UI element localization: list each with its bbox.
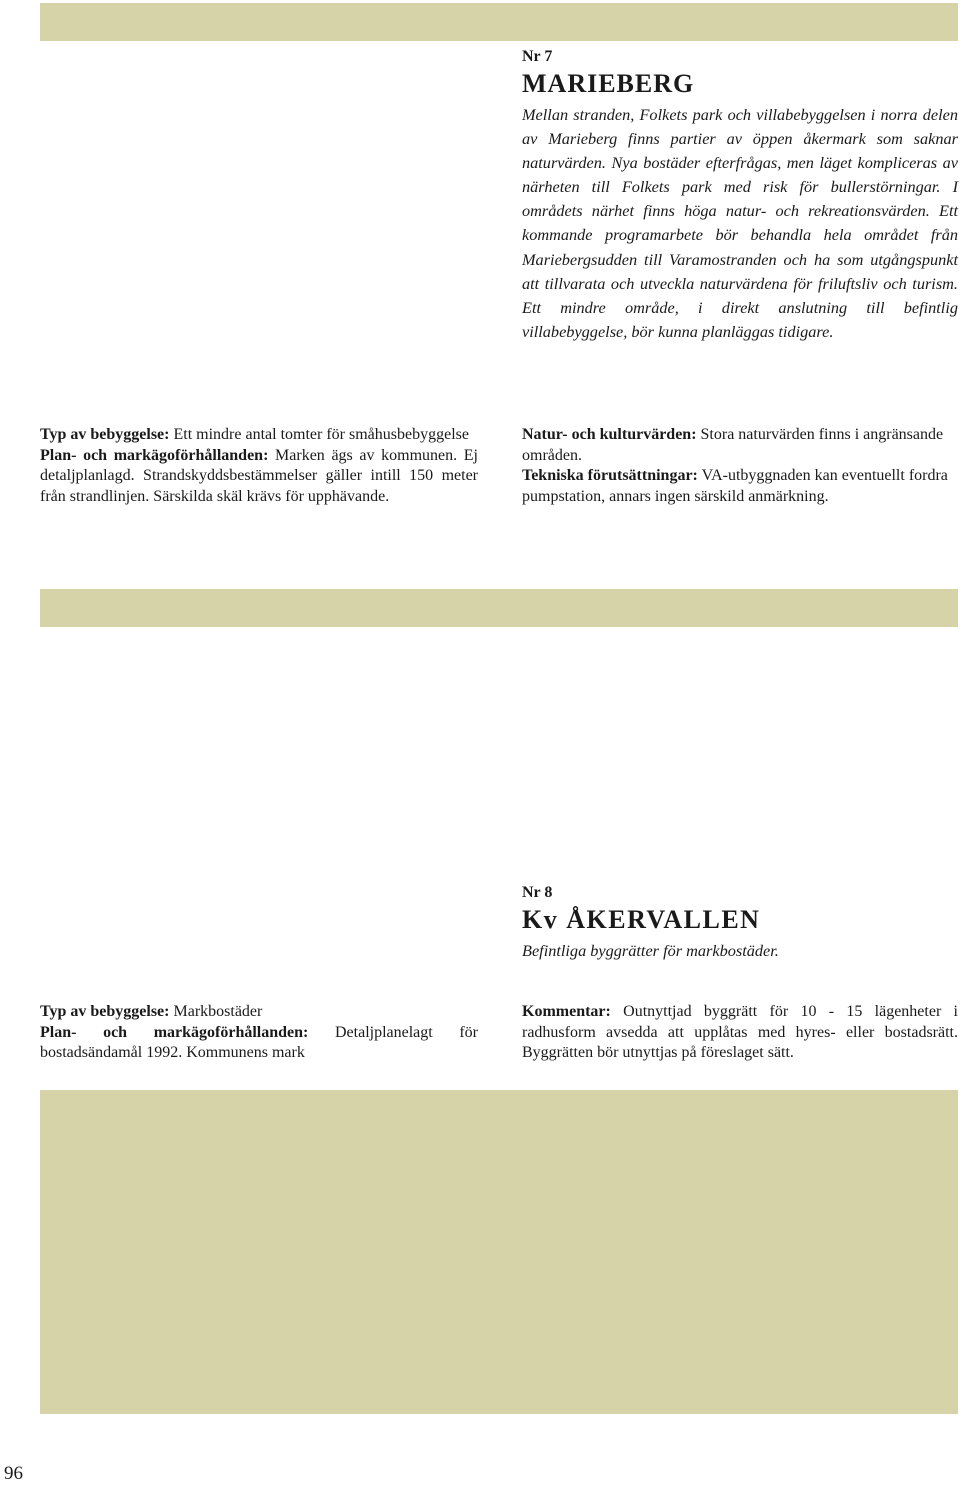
section-8-number: Nr 8 bbox=[522, 884, 553, 901]
section-8-intro: Befintliga byggrätter för markbostäder. bbox=[522, 941, 779, 960]
plan-value: Detaljplanelagt för bostadsändamål 1992. Kommunens mark bbox=[40, 1023, 478, 1061]
map-area-bottom bbox=[40, 1090, 958, 1414]
plan-label: Plan- och markägoförhållanden: bbox=[40, 1023, 309, 1041]
section-7-number: Nr 7 bbox=[522, 48, 553, 65]
section-7-left-column bbox=[40, 425, 478, 507]
section-7-header bbox=[522, 47, 958, 344]
section-7-title: MARIEBERG bbox=[522, 69, 695, 98]
typ-value: Ett mindre antal tomter för småhusbebyggelse bbox=[173, 426, 469, 443]
typ-label: Typ av bebyggelse: bbox=[40, 1003, 170, 1020]
section-8-left-column bbox=[40, 1002, 478, 1064]
natur-value: Stora naturvärden finns i angränsande områden. bbox=[522, 426, 944, 464]
plan-value: Marken ägs av kommunen. Ej detaljplanlagd. Strandskyddsbestämmelser gäller intill 150 meter från strandlinjen. Särskilda skäl krävs för upphävande. bbox=[40, 446, 478, 505]
tekniska-label: Tekniska förutsättningar: bbox=[522, 467, 698, 484]
section-8-header bbox=[522, 883, 958, 963]
section-7-intro: Mellan stranden, Folkets park och villabebyggelsen i norra delen av Marieberg finns partier av öppen åkermark som saknar naturvärden. Nya bostäder efterfrågas, men läget kompliceras av närheten till Folkets park med risk för bullerstörningar. I områdets närhet finns höga natur- och rekreationsvärden. Ett kommande programarbete bör behandla hela området från Mariebergsudden till Varamostranden och ha som utgångspunkt att tillvarata och utveckla naturvärdena för friluftsliv och turism. Ett mindre område, i direkt anslutning till befintlig villabebyggelse, bör kunna planläggas tidigare. bbox=[522, 105, 958, 341]
map-area-top bbox=[40, 3, 958, 41]
typ-value: Markbostäder bbox=[173, 1003, 263, 1020]
tekniska-value: VA-utbyggnaden kan eventuellt fordra pumpstation, annars ingen särskild anmärkning. bbox=[522, 467, 948, 505]
typ-label: Typ av bebyggelse: bbox=[40, 426, 170, 443]
section-7-right-column bbox=[522, 425, 958, 507]
section-8-title: Kv ÅKERVALLEN bbox=[522, 905, 761, 934]
page-number: 96 bbox=[4, 1463, 23, 1484]
kommentar-value: Outnyttjad byggrätt för 10 - 15 lägenheter i radhusform avsedda att upplåtas med hyres- eller bostadsrätt. Byggrätten bör utnyttjas på föreslaget sätt. bbox=[522, 1003, 959, 1061]
section-8-right-column bbox=[522, 1002, 958, 1064]
natur-label: Natur- och kulturvärden: bbox=[522, 426, 697, 443]
plan-label: Plan- och markägoförhållanden: bbox=[40, 446, 269, 464]
kommentar-label: Kommentar: bbox=[522, 1003, 611, 1020]
map-area-middle bbox=[40, 589, 958, 627]
